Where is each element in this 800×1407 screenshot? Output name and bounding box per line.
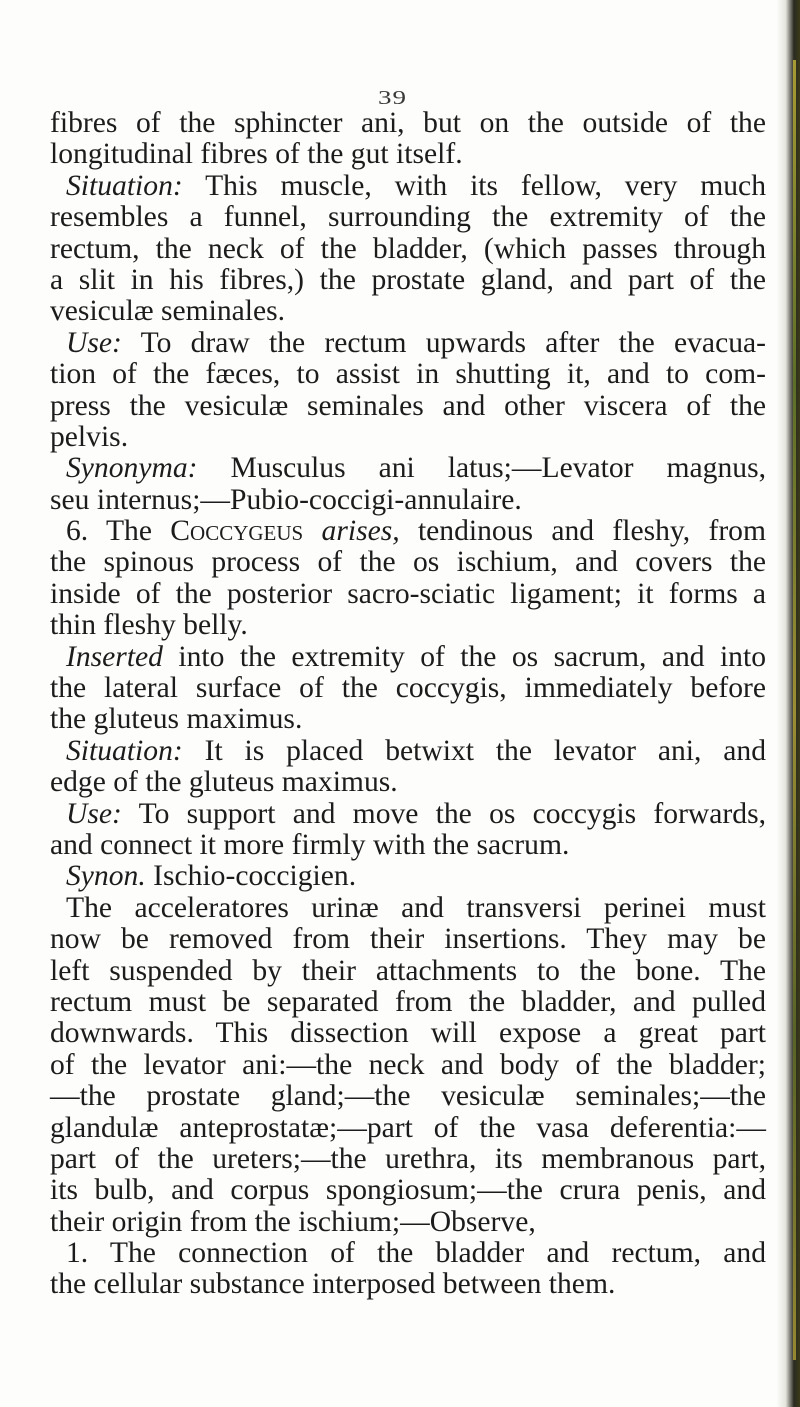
page-edge-tint: [793, 60, 796, 1360]
text-line: vesiculæ seminales.: [50, 295, 286, 328]
section-label: Use:: [66, 326, 122, 359]
text-line: now be removed from their insertions. They may be: [50, 923, 766, 956]
text-line: the gluteus maximus.: [50, 703, 303, 736]
text-line: part of the ureters;—the urethra, its membranous part,: [50, 1142, 766, 1175]
page-number: 39: [378, 85, 407, 109]
text-line: downwards. This dissection will expose a great part: [50, 1017, 766, 1050]
text-line: glandulæ anteprostatæ;—part of the vasa deferentia:—: [50, 1111, 766, 1144]
text-line: Use: To support and move the os coccygis forwards,: [66, 797, 766, 830]
muscle-name: Coccygeus: [170, 515, 304, 548]
section-label: Inserted: [66, 640, 163, 673]
text-line: a slit in his fibres,) the prostate gland, and part of the: [50, 263, 766, 296]
text-line: of the levator ani:—the neck and body of the bladder;: [50, 1048, 766, 1081]
text-line: 1. The connection of the bladder and rectum, and: [66, 1237, 766, 1270]
section-label: Use:: [66, 797, 122, 830]
text-line: seu internus;—Pubio-coccigi-annulaire.: [50, 483, 522, 516]
section-label: Synon.: [66, 860, 146, 893]
text-line: Synon. Ischio-coccigien.: [66, 860, 357, 893]
text-line: inside of the posterior sacro-sciatic ligament; it forms a: [50, 577, 766, 610]
section-label: Synonyma:: [66, 452, 198, 485]
text-line: Synonyma: Musculus ani latus;—Levator magnus,: [66, 452, 766, 485]
text-line: edge of the gluteus maximus.: [50, 766, 398, 799]
text-line: and connect it more firmly with the sacrum.: [50, 828, 570, 861]
text-line: resembles a funnel, surrounding the extremity of the: [50, 201, 766, 234]
text-line: the lateral surface of the coccygis, immediately before: [50, 672, 766, 705]
text-line: tion of the fæces, to assist in shutting it, and to com-: [50, 358, 766, 391]
text-line: pelvis.: [50, 420, 129, 453]
section-label: Situation:: [66, 734, 183, 767]
text-line: the cellular substance interposed between them.: [50, 1268, 616, 1301]
text-line: Use: To draw the rectum upwards after the evacua-: [66, 326, 766, 359]
text-line: —the prostate gland;—the vesiculæ seminales;—the: [50, 1080, 766, 1113]
text-line: left suspended by their attachments to the bone. The: [50, 954, 766, 987]
text-line: its bulb, and corpus spongiosum;—the crura penis, and: [50, 1174, 766, 1207]
text-line: thin fleshy belly.: [50, 609, 248, 642]
text-line: press the vesiculæ seminales and other viscera of the: [50, 389, 766, 422]
text-line: Inserted into the extremity of the os sacrum, and into: [66, 640, 767, 673]
text-line: rectum, the neck of the bladder, (which passes through: [50, 232, 766, 265]
body-text: [50, 108, 766, 1301]
section-label: Situation:: [66, 169, 183, 202]
text-line: their origin from the ischium;—Observe,: [50, 1205, 536, 1238]
section-label: arises,: [321, 515, 400, 548]
text-line: The acceleratores urinæ and transversi perinei must: [66, 891, 766, 924]
text-line: Situation: It is placed betwixt the levator ani, and: [66, 734, 766, 767]
text-line: 6. The Coccygeus arises, tendinous and fleshy, from: [66, 515, 766, 548]
text-line: the spinous process of the os ischium, and covers the: [50, 546, 766, 579]
text-line: Situation: This muscle, with its fellow, very much: [66, 169, 766, 202]
page-edge-shadow: [776, 0, 800, 1407]
text-line: longitudinal fibres of the gut itself.: [50, 138, 463, 171]
text-line: rectum must be separated from the bladder, and pulled: [50, 985, 766, 1018]
text-line: fibres of the sphincter ani, but on the outside of the: [50, 107, 766, 139]
